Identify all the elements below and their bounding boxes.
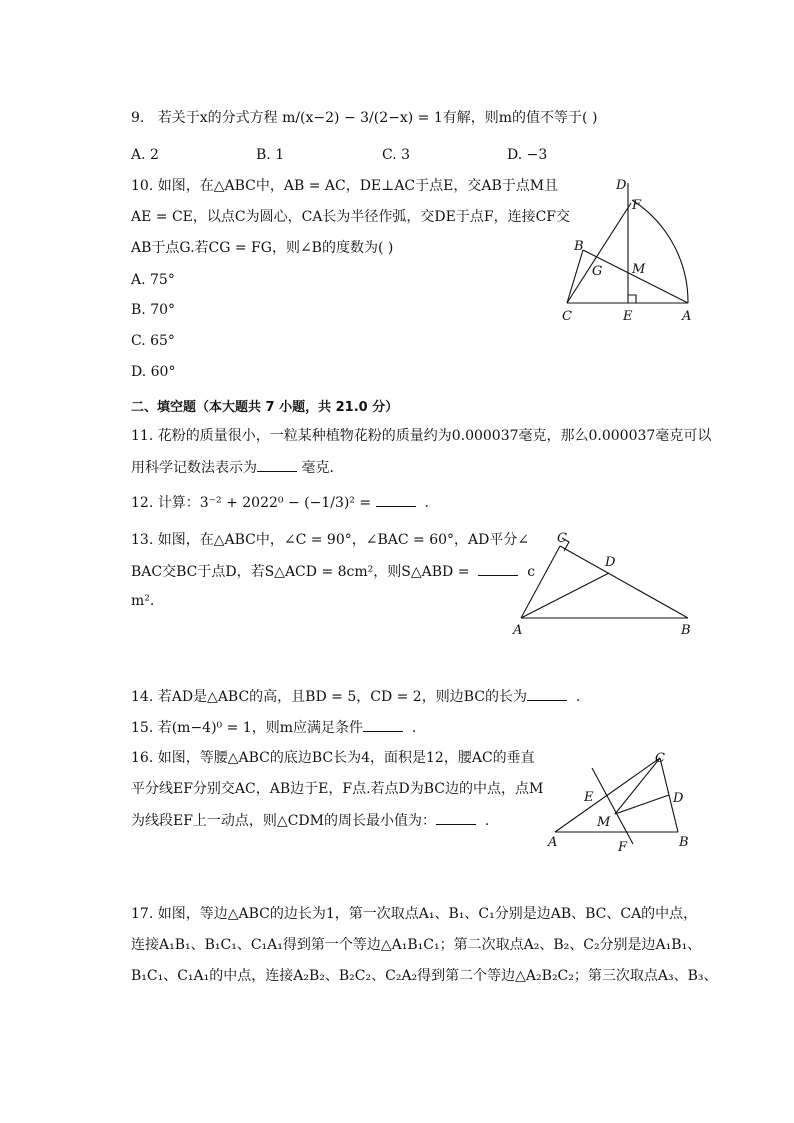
q16-label-e: E bbox=[584, 790, 594, 805]
q14-period: . bbox=[575, 689, 581, 705]
q10-label-g: G bbox=[592, 264, 603, 279]
q13-line1: 13. 如图，在△ABC中，∠C = 90°，∠BAC = 60°，AD平分∠ bbox=[131, 532, 530, 548]
q9-option-a: A. 2 bbox=[131, 147, 159, 163]
q16-label-f: F bbox=[618, 840, 628, 855]
q13-label-a: A bbox=[513, 623, 523, 638]
q16-line1: 16. 如图，等腰△ABC的底边BC长为4，面积是12，腰AC的垂直 bbox=[131, 750, 535, 766]
q11-unit: 毫克． bbox=[301, 460, 344, 476]
q17-line2: 连接A₁B₁、B₁C₁、C₁A₁得到第一个等边△A₁B₁C₁；第二次取点A₂、B₂、C₂分别是边A₁B₁、 bbox=[131, 937, 702, 953]
q10-figure bbox=[550, 175, 700, 325]
q13-line2-text: BAC交BC于点D，若S△ACD = 8cm²，则S△ABD = bbox=[131, 564, 470, 580]
q11-line2-text: 用科学记数法表示为 bbox=[131, 460, 257, 476]
q9-stem bbox=[131, 108, 597, 128]
q10-label-f: F bbox=[632, 198, 642, 213]
q13-unit-part: c bbox=[527, 564, 536, 580]
q17-line3: B₁C₁、C₁A₁的中点，连接A₂B₂、B₂C₂、C₂A₂得到第二个等边△A₂B₂C₂；第三次取点A₃、B₃、 bbox=[131, 968, 718, 984]
q16-line3 bbox=[131, 810, 489, 831]
q16-answer-blank[interactable] bbox=[436, 810, 476, 825]
q16-label-m: M bbox=[597, 815, 611, 830]
q16-label-d: D bbox=[673, 791, 684, 806]
q15-answer-blank[interactable] bbox=[363, 717, 403, 732]
q15-line bbox=[131, 717, 416, 738]
q16-label-a: A bbox=[548, 835, 558, 850]
q10-label-c: C bbox=[562, 309, 572, 324]
q10-label-a: A bbox=[682, 309, 692, 324]
q14-text: 14. 若AD是△ABC的高，且BD = 5，CD = 2，则边BC的长为 bbox=[131, 689, 527, 705]
q10-label-e: E bbox=[623, 309, 633, 324]
q10-option-d: D. 60° bbox=[131, 364, 176, 380]
q12-text: 12. 计算：3⁻² + 2022⁰ − (−1/3)² = bbox=[131, 495, 372, 511]
q9-option-c: C. 3 bbox=[382, 147, 411, 163]
q14-answer-blank[interactable] bbox=[527, 686, 567, 701]
q9-option-d: D. −3 bbox=[507, 147, 548, 163]
q16-line-ef bbox=[592, 768, 633, 844]
q10-line2: AE = CE，以点C为圆心，CA长为半径作弧，交DE于点F，连接CF交 bbox=[131, 209, 571, 225]
q14-line bbox=[131, 686, 580, 707]
q11-answer-blank[interactable] bbox=[257, 457, 297, 472]
q10-line3: AB于点G.若CG = FG，则∠B的度数为( ) bbox=[131, 240, 394, 256]
q10-label-b: B bbox=[574, 239, 584, 254]
q12-answer-blank[interactable] bbox=[376, 492, 416, 507]
q10-label-m: M bbox=[632, 262, 646, 277]
q13-line2 bbox=[131, 561, 535, 582]
q13-segment-ca bbox=[521, 546, 560, 618]
q10-segment-cb bbox=[567, 250, 583, 303]
q16-label-c: C bbox=[655, 751, 665, 766]
q10-right-angle-mark bbox=[628, 295, 636, 303]
q10-arc bbox=[632, 200, 688, 303]
q9-number: 9. bbox=[131, 110, 145, 126]
q16-period: . bbox=[484, 813, 490, 829]
q13-line3: m². bbox=[131, 593, 155, 609]
q16-figure bbox=[540, 748, 700, 858]
q17-line1: 17. 如图，等边△ABC的边长为1，第一次取点A₁、B₁、C₁分别是边AB、BC、CA的中点， bbox=[131, 906, 698, 922]
section-title: 二、填空题（本大题共 7 小题，共 21.0 分） bbox=[131, 400, 399, 415]
q12-line bbox=[131, 492, 429, 513]
q10-option-a: A. 75° bbox=[131, 272, 175, 288]
q16-label-b: B bbox=[679, 835, 689, 850]
q10-line1: 10. 如图，在△ABC中，AB = AC，DE⊥AC于点E，交AB于点M且 bbox=[131, 178, 559, 194]
q11-line2 bbox=[131, 457, 343, 478]
q13-segment-ad bbox=[521, 573, 609, 618]
q13-label-c: C bbox=[557, 531, 567, 546]
q10-option-c: C. 65° bbox=[131, 333, 175, 349]
q15-period: . bbox=[411, 720, 417, 736]
q13-label-d: D bbox=[605, 555, 616, 570]
q15-text: 15. 若(m−4)⁰ = 1，则m应满足条件 bbox=[131, 720, 363, 736]
q16-line3-text: 为线段EF上一动点，则△CDM的周长最小值为： bbox=[131, 813, 436, 829]
q13-segment-cb bbox=[560, 546, 688, 618]
q12-period: . bbox=[424, 495, 429, 511]
q10-label-d: D bbox=[616, 178, 627, 193]
q11-line1: 11. 花粉的质量很小，一粒某种植物花粉的质量约为0.000037毫克，那么0.000037毫克可以 bbox=[131, 428, 712, 444]
q16-line2: 平分线EF分别交AC，AB边于E，F点.若点D为BC边的中点，点M bbox=[131, 781, 544, 797]
q10-option-b: B. 70° bbox=[131, 302, 176, 318]
q13-figure bbox=[505, 528, 705, 640]
q9-option-b: B. 1 bbox=[256, 147, 285, 163]
q9-text: 若关于x的分式方程 m/(x−2) − 3/(2−x) = 1有解，则m的值不等于( ) bbox=[157, 110, 598, 126]
q13-label-b: B bbox=[681, 623, 691, 638]
